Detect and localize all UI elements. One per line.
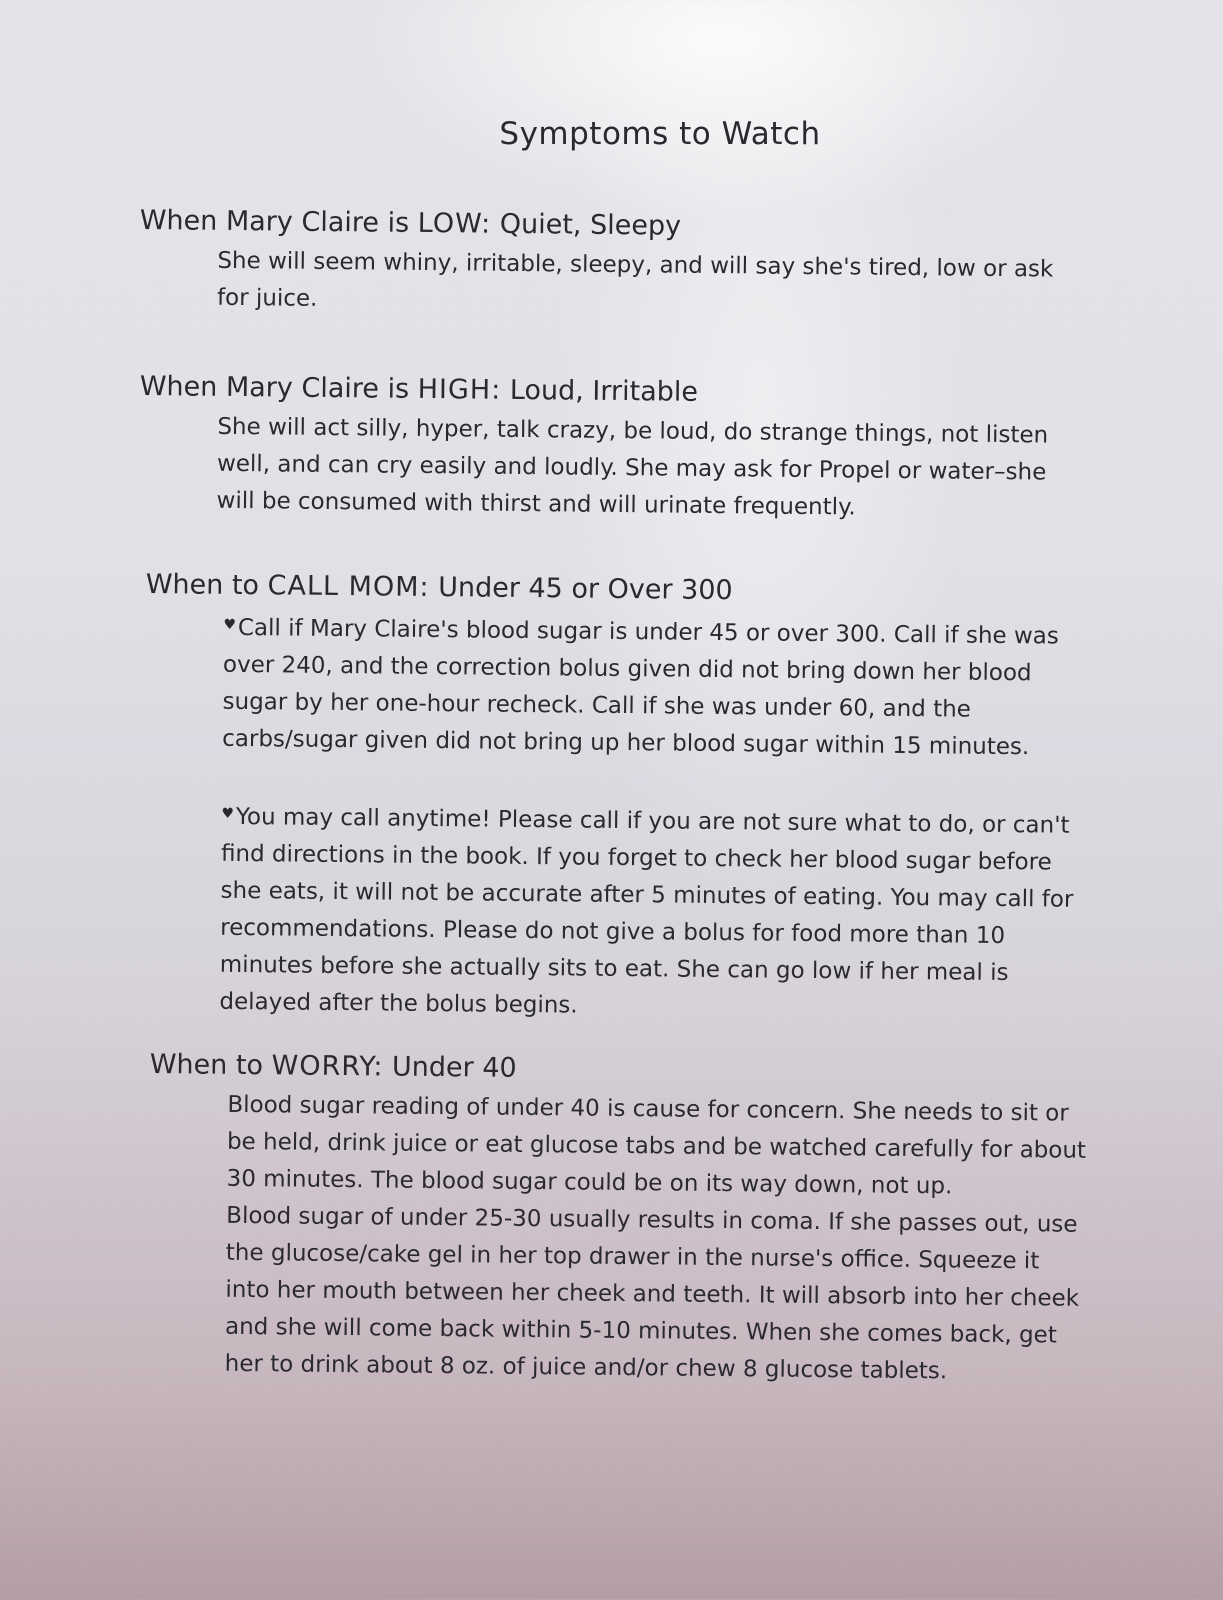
paragraph: [219, 796, 1081, 1030]
section-call-mom: [141, 568, 1106, 1030]
heading-suffix: Loud, Irritable: [509, 374, 699, 408]
paragraph: Blood sugar of under 25-30 usually results in coma. If she passes out, use the glucose/cake gel in her top drawer in the nurse's office. Squeeze it into her mouth between her cheek and teeth. It will absorb into her cheek and she will come back within 5-10 minutes. When she comes back, get her to drink about 8 oz. of juice and/or chew 8 glucose tablets.: [224, 1202, 1080, 1385]
paragraph: Blood sugar reading of under 40 is cause for concern. She needs to sit or be held, drink juice or eat glucose tabs and be watched carefully for about 30 minutes. The blood sugar could be on its way down, not up.: [226, 1091, 1087, 1200]
heading-suffix: Under 40: [391, 1051, 517, 1084]
section-heading: [146, 568, 1106, 612]
section-heading: [150, 1048, 1110, 1092]
heading-keyword: HIGH:: [417, 373, 502, 406]
heading-prefix: When Mary Claire is: [139, 370, 410, 405]
heading-prefix: When Mary Claire is: [139, 204, 410, 239]
heading-keyword: WORRY:: [271, 1050, 384, 1083]
section-heading: [140, 204, 1100, 248]
paragraph: She will act silly, hyper, talk crazy, be loud, do strange things, not listen well, and can cry easily and loudly. She may ask for Propel or water–she will be consumed with thirst and will urinate frequently.: [216, 413, 1049, 521]
paragraph: She will seem whiny, irritable, sleepy, and will say she's tired, low or ask for juice.: [216, 247, 1054, 312]
section-high: [138, 370, 1100, 529]
heading-suffix: Under 45 or Over 300: [438, 572, 733, 607]
heading-prefix: When to: [149, 1049, 264, 1082]
heart-icon: ♥: [223, 616, 237, 633]
section-body: [224, 1087, 1087, 1392]
paragraph: [222, 607, 1084, 767]
heading-prefix: When to: [145, 568, 260, 602]
paragraph-text: You may call anytime! Please call if you are not sure what to do, or can't find directions in the book. If you forget to check her blood sugar before she eats, it will not be accurate after 5 minutes of eating. You may call for recommendations. Please do not give a bolus for food more than 10 minutes before she actually sits to eat. She can go low if her meal is delayed after the bolus begins.: [219, 803, 1074, 1019]
heart-icon: ♥: [221, 805, 235, 822]
paragraph-text: Call if Mary Claire's blood sugar is under 45 or over 300. Call if she was over 240, and the correction bolus given did not bring down her blood sugar by her one-hour recheck. Call if she was under 60, and the carbs/sugar given did not bring up her blood sugar within 15 minutes.: [222, 614, 1059, 761]
page-title: Symptoms to Watch: [499, 116, 821, 152]
section-worry: [147, 1048, 1110, 1392]
heading-suffix: Quiet, Sleepy: [499, 208, 682, 242]
heading-keyword: LOW:: [417, 207, 492, 240]
section-body: [217, 243, 1078, 326]
section-body: [219, 607, 1083, 1030]
section-heading: [140, 370, 1100, 414]
section-low: [139, 204, 1100, 326]
section-body: [216, 409, 1077, 529]
heading-keyword: CALL MOM:: [267, 570, 430, 603]
